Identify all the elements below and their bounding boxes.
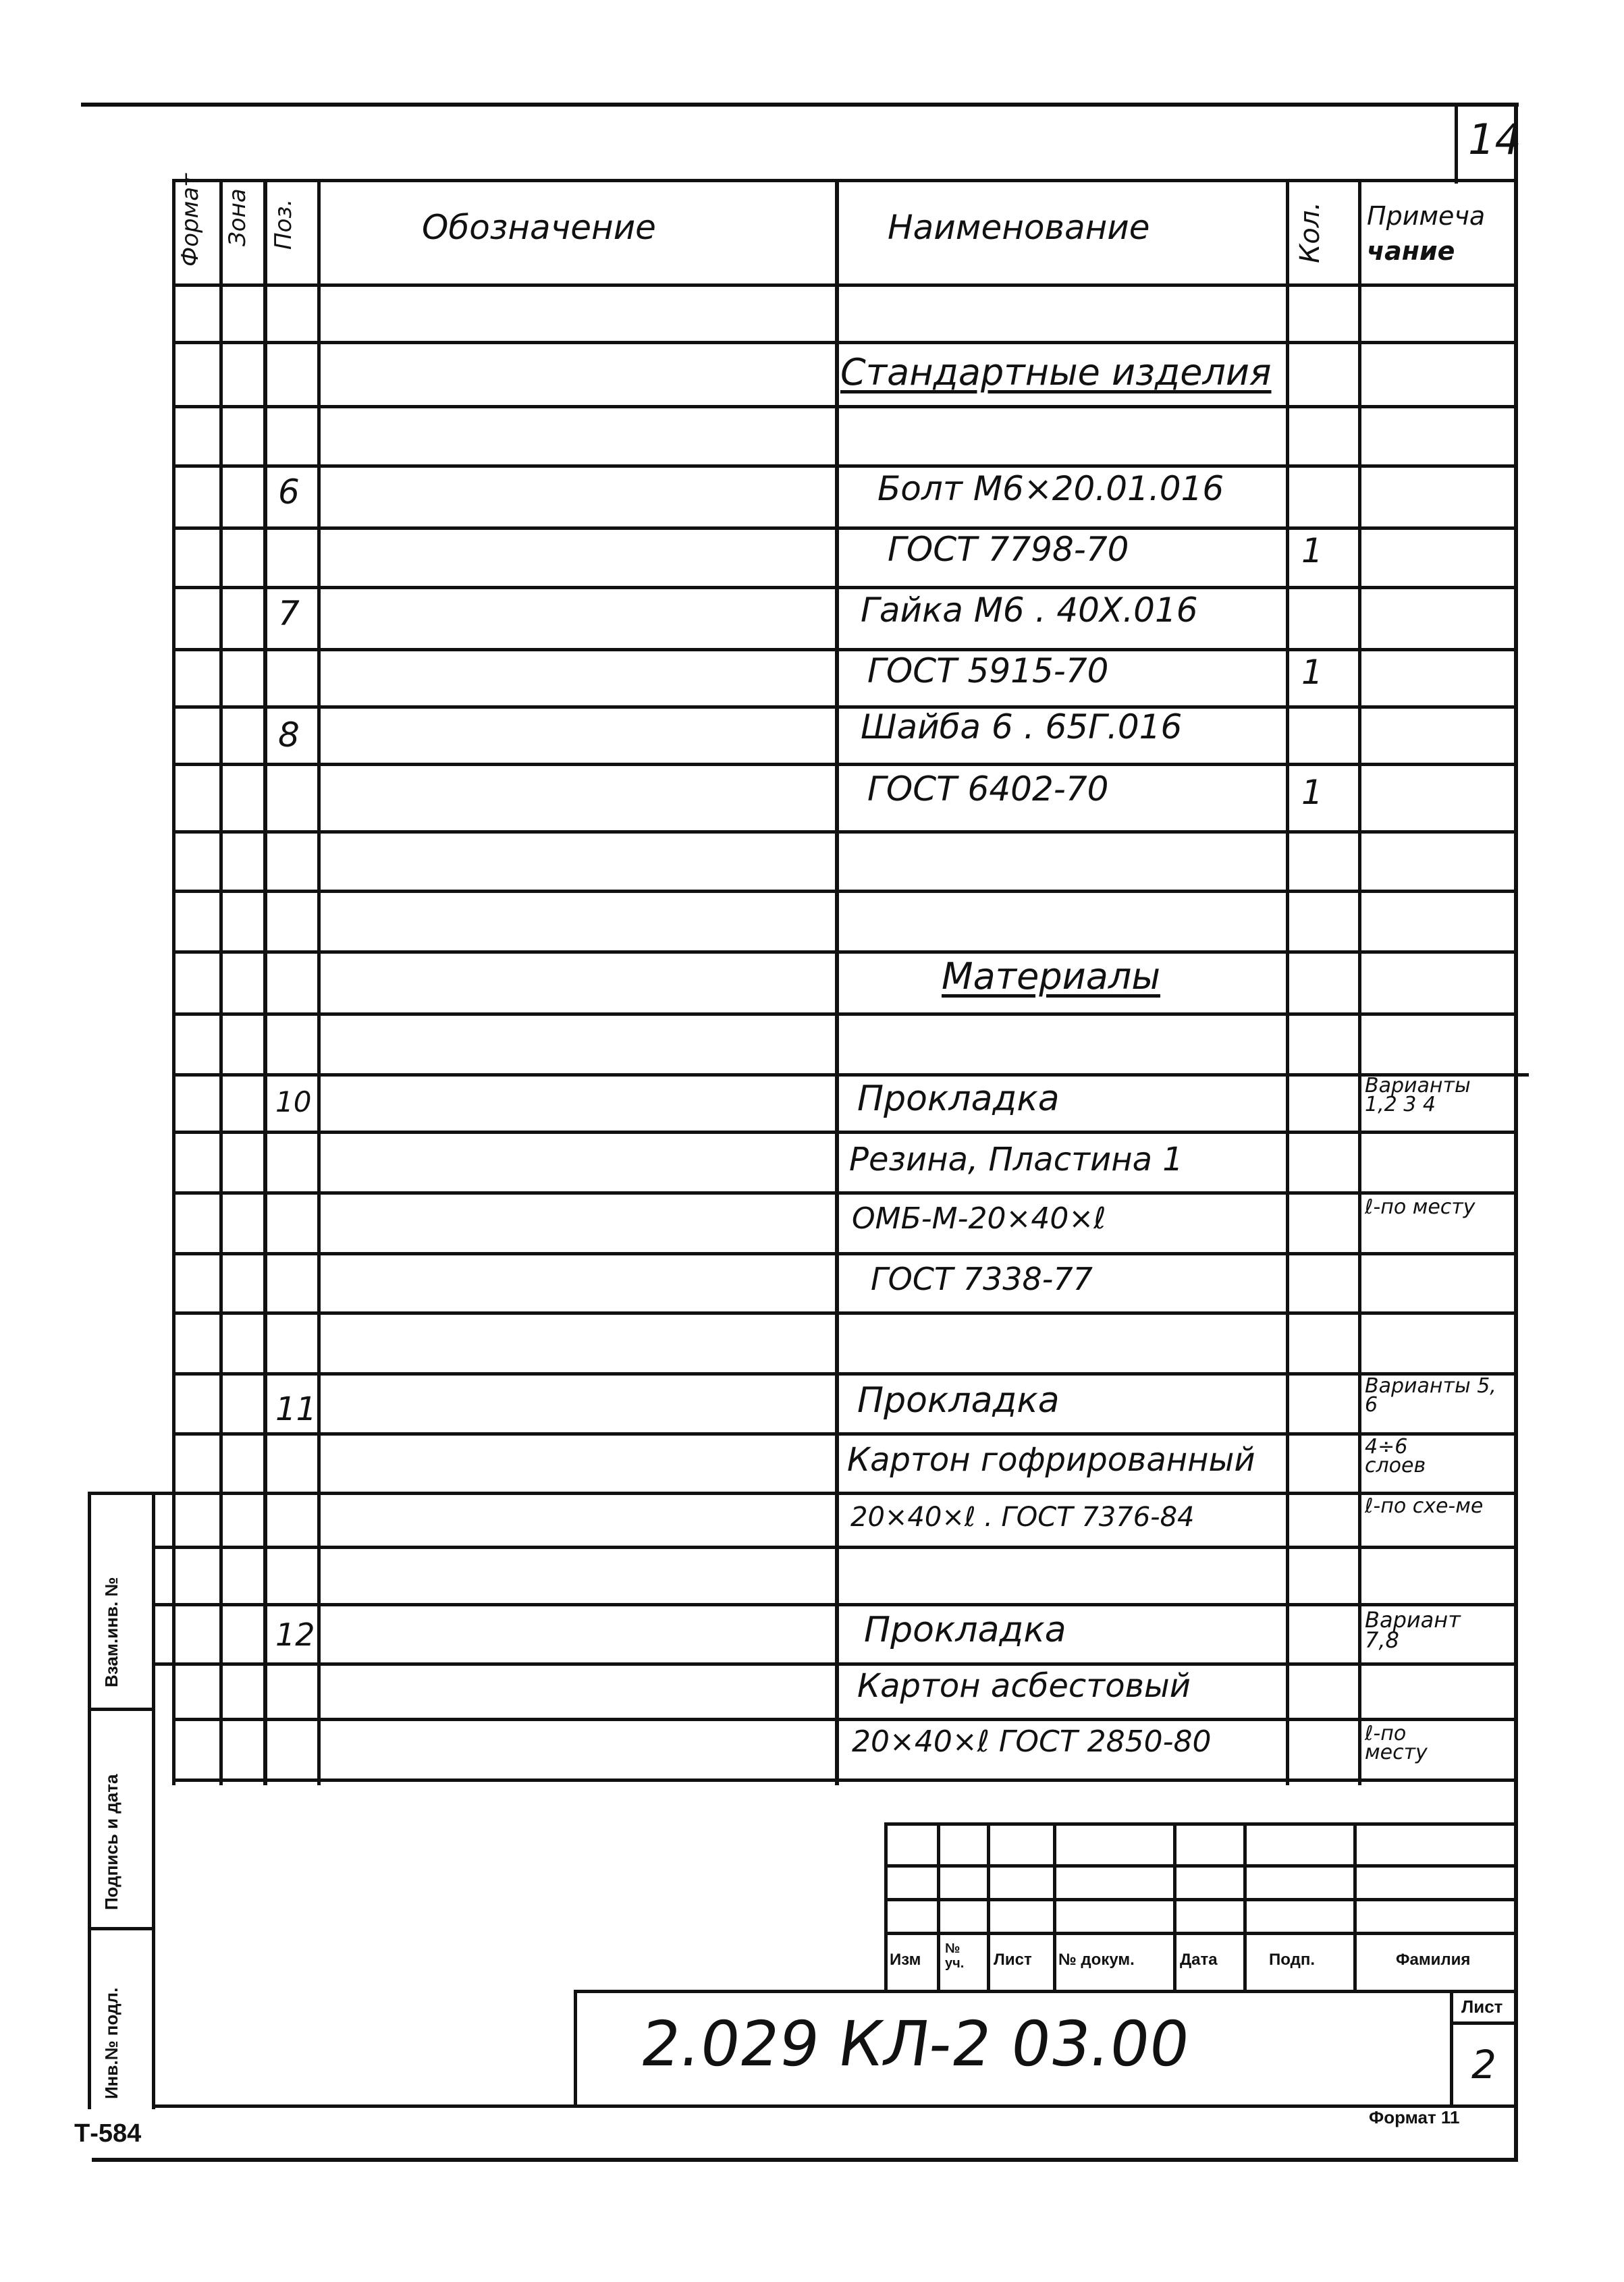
side-stamp-line (88, 1927, 155, 1930)
document-code: 2.029 КЛ-2 03.00 (636, 2008, 1194, 2080)
title-main-left (574, 1990, 577, 2108)
title-col-izm: Изм (890, 1951, 921, 1969)
row-line (172, 1252, 1515, 1255)
rev-grid-col (987, 1822, 990, 1991)
side-stamp-line (88, 1708, 155, 1711)
title-main-bottom (152, 2104, 1515, 2108)
row-pos: 8 (278, 715, 300, 755)
rev-grid-col (1053, 1822, 1056, 1991)
row-name: ГОСТ 5915-70 (867, 651, 1109, 690)
row-qty: 1 (1301, 773, 1323, 812)
header-designation: Обозначение (422, 208, 656, 247)
footer-format: Формат 11 (1369, 2107, 1460, 2127)
col-format-left (172, 179, 175, 1785)
row-name: Прокладка (857, 1380, 1060, 1421)
row-name: Прокладка (857, 1079, 1060, 1119)
row-name: Гайка М6 . 40Х.016 (861, 591, 1198, 630)
row-note: ℓ-по месту (1365, 1195, 1476, 1219)
sheet-box-divider (1450, 2021, 1515, 2025)
side-label-inv-orig: Инв.№ подл. (101, 1987, 121, 2099)
row-line (172, 1372, 1515, 1376)
col-qty-left (1286, 179, 1289, 1785)
header-bottom-line (172, 283, 1515, 287)
row-pos: 7 (278, 594, 300, 633)
sheet-number: 2 (1471, 2042, 1496, 2088)
title-col-sign: Подп. (1269, 1951, 1315, 1969)
col-designation-left (317, 179, 321, 1785)
col-zone-left (219, 179, 223, 1785)
row-line (154, 1662, 1515, 1666)
section-title-standard: Стандартные изделия (840, 351, 1272, 393)
row-name: Прокладка (864, 1610, 1066, 1650)
row-line (172, 648, 1515, 651)
row-line (154, 1492, 1515, 1495)
row-line (172, 1311, 1515, 1315)
row-name: Болт М6×20.01.016 (877, 469, 1224, 508)
row-pos: 11 (275, 1390, 317, 1428)
row-line (172, 1191, 1515, 1195)
rev-grid-line (884, 1864, 1515, 1868)
col-note-left (1358, 179, 1361, 1785)
row-line (172, 1012, 1515, 1016)
title-main-top (574, 1990, 1515, 1993)
row-line (172, 1718, 1515, 1721)
table-top-line (172, 179, 1515, 182)
row-note: Варианты 5, 6 (1365, 1374, 1496, 1417)
row-line (172, 405, 1515, 408)
row-pos: 12 (275, 1617, 315, 1653)
row-note: ℓ-по схе-ме (1365, 1494, 1484, 1518)
header-zone: Зона (224, 188, 251, 246)
row-name: Шайба 6 . 65Г.016 (861, 707, 1183, 746)
row-line (172, 890, 1515, 893)
sheet-label: Лист (1461, 1996, 1503, 2017)
header-qty: Кол. (1295, 201, 1326, 263)
row-line (172, 830, 1515, 834)
header-note-line1: Примеча (1367, 201, 1486, 231)
row-line (172, 586, 1515, 589)
sheet-box-left (1450, 1990, 1453, 2108)
rev-grid-col (884, 1822, 888, 1991)
row-name: Картон гофрированный (847, 1441, 1255, 1479)
page-number-divider (1455, 103, 1458, 184)
title-col-doc: № докум. (1058, 1951, 1135, 1969)
col-name-left (835, 179, 839, 1785)
page-number: 14 (1468, 115, 1521, 164)
header-name: Наименование (888, 208, 1150, 247)
header-pos: Поз. (270, 198, 297, 250)
row-note: Вариант 7,8 (1365, 1607, 1461, 1653)
rev-grid-col (1353, 1822, 1357, 1991)
row-qty: 1 (1301, 531, 1323, 570)
row-note: ℓ-по месту (1365, 1722, 1428, 1764)
row-line (154, 1546, 1515, 1549)
footer-left-code: Т-584 (74, 2119, 142, 2148)
bottom-border (92, 2158, 1518, 2162)
row-name: ОМБ-М-20×40×ℓ (852, 1201, 1106, 1236)
row-name: 20×40×ℓ ГОСТ 2850-80 (852, 1724, 1212, 1759)
row-note: 4÷6 слоев (1365, 1435, 1426, 1477)
rev-grid-line (884, 1822, 1515, 1826)
section-title-materials: Материалы (942, 955, 1160, 998)
row-pos: 6 (278, 472, 300, 512)
header-note-line2: чание (1367, 236, 1455, 266)
title-col-surname: Фамилия (1396, 1951, 1471, 1969)
rev-grid-col (937, 1822, 940, 1991)
row-name: ГОСТ 6402-70 (867, 769, 1109, 809)
side-stamp-right (152, 1492, 155, 2109)
title-col-no: № уч. (945, 1941, 965, 1971)
row-line (172, 341, 1515, 344)
row-name: ГОСТ 7798-70 (888, 530, 1129, 569)
row-line (172, 1073, 1529, 1077)
rev-grid-col (1173, 1822, 1176, 1991)
col-pos-left (263, 179, 267, 1785)
row-line (172, 1778, 1515, 1782)
row-name: Резина, Пластина 1 (849, 1141, 1183, 1178)
row-line (172, 526, 1515, 530)
row-line (172, 705, 1515, 709)
row-name: Картон асбестовый (857, 1667, 1191, 1705)
rev-grid-col (1243, 1822, 1247, 1991)
row-qty: 1 (1301, 653, 1323, 692)
row-name: 20×40×ℓ . ГОСТ 7376-84 (850, 1502, 1195, 1533)
row-line (172, 763, 1515, 766)
title-col-list: Лист (994, 1951, 1032, 1969)
title-col-date: Дата (1180, 1951, 1218, 1969)
top-border (81, 103, 1519, 107)
row-line (154, 1603, 1515, 1606)
side-stamp-left (88, 1492, 91, 2109)
row-name: ГОСТ 7338-77 (871, 1261, 1093, 1297)
rev-grid-line (884, 1898, 1515, 1901)
row-pos: 10 (275, 1085, 312, 1118)
row-line (172, 1131, 1515, 1134)
header-format: Формат (177, 173, 204, 267)
side-label-sign-date: Подпись и дата (101, 1774, 121, 1910)
side-stamp-line (88, 1492, 155, 1495)
row-line (172, 1432, 1515, 1436)
row-note: Варианты 1,2 3 4 (1365, 1074, 1471, 1116)
row-line (172, 950, 1515, 954)
rev-grid-line (884, 1932, 1515, 1935)
side-label-replace-inv: Взам.инв. № (101, 1577, 121, 1687)
row-line (172, 464, 1515, 468)
